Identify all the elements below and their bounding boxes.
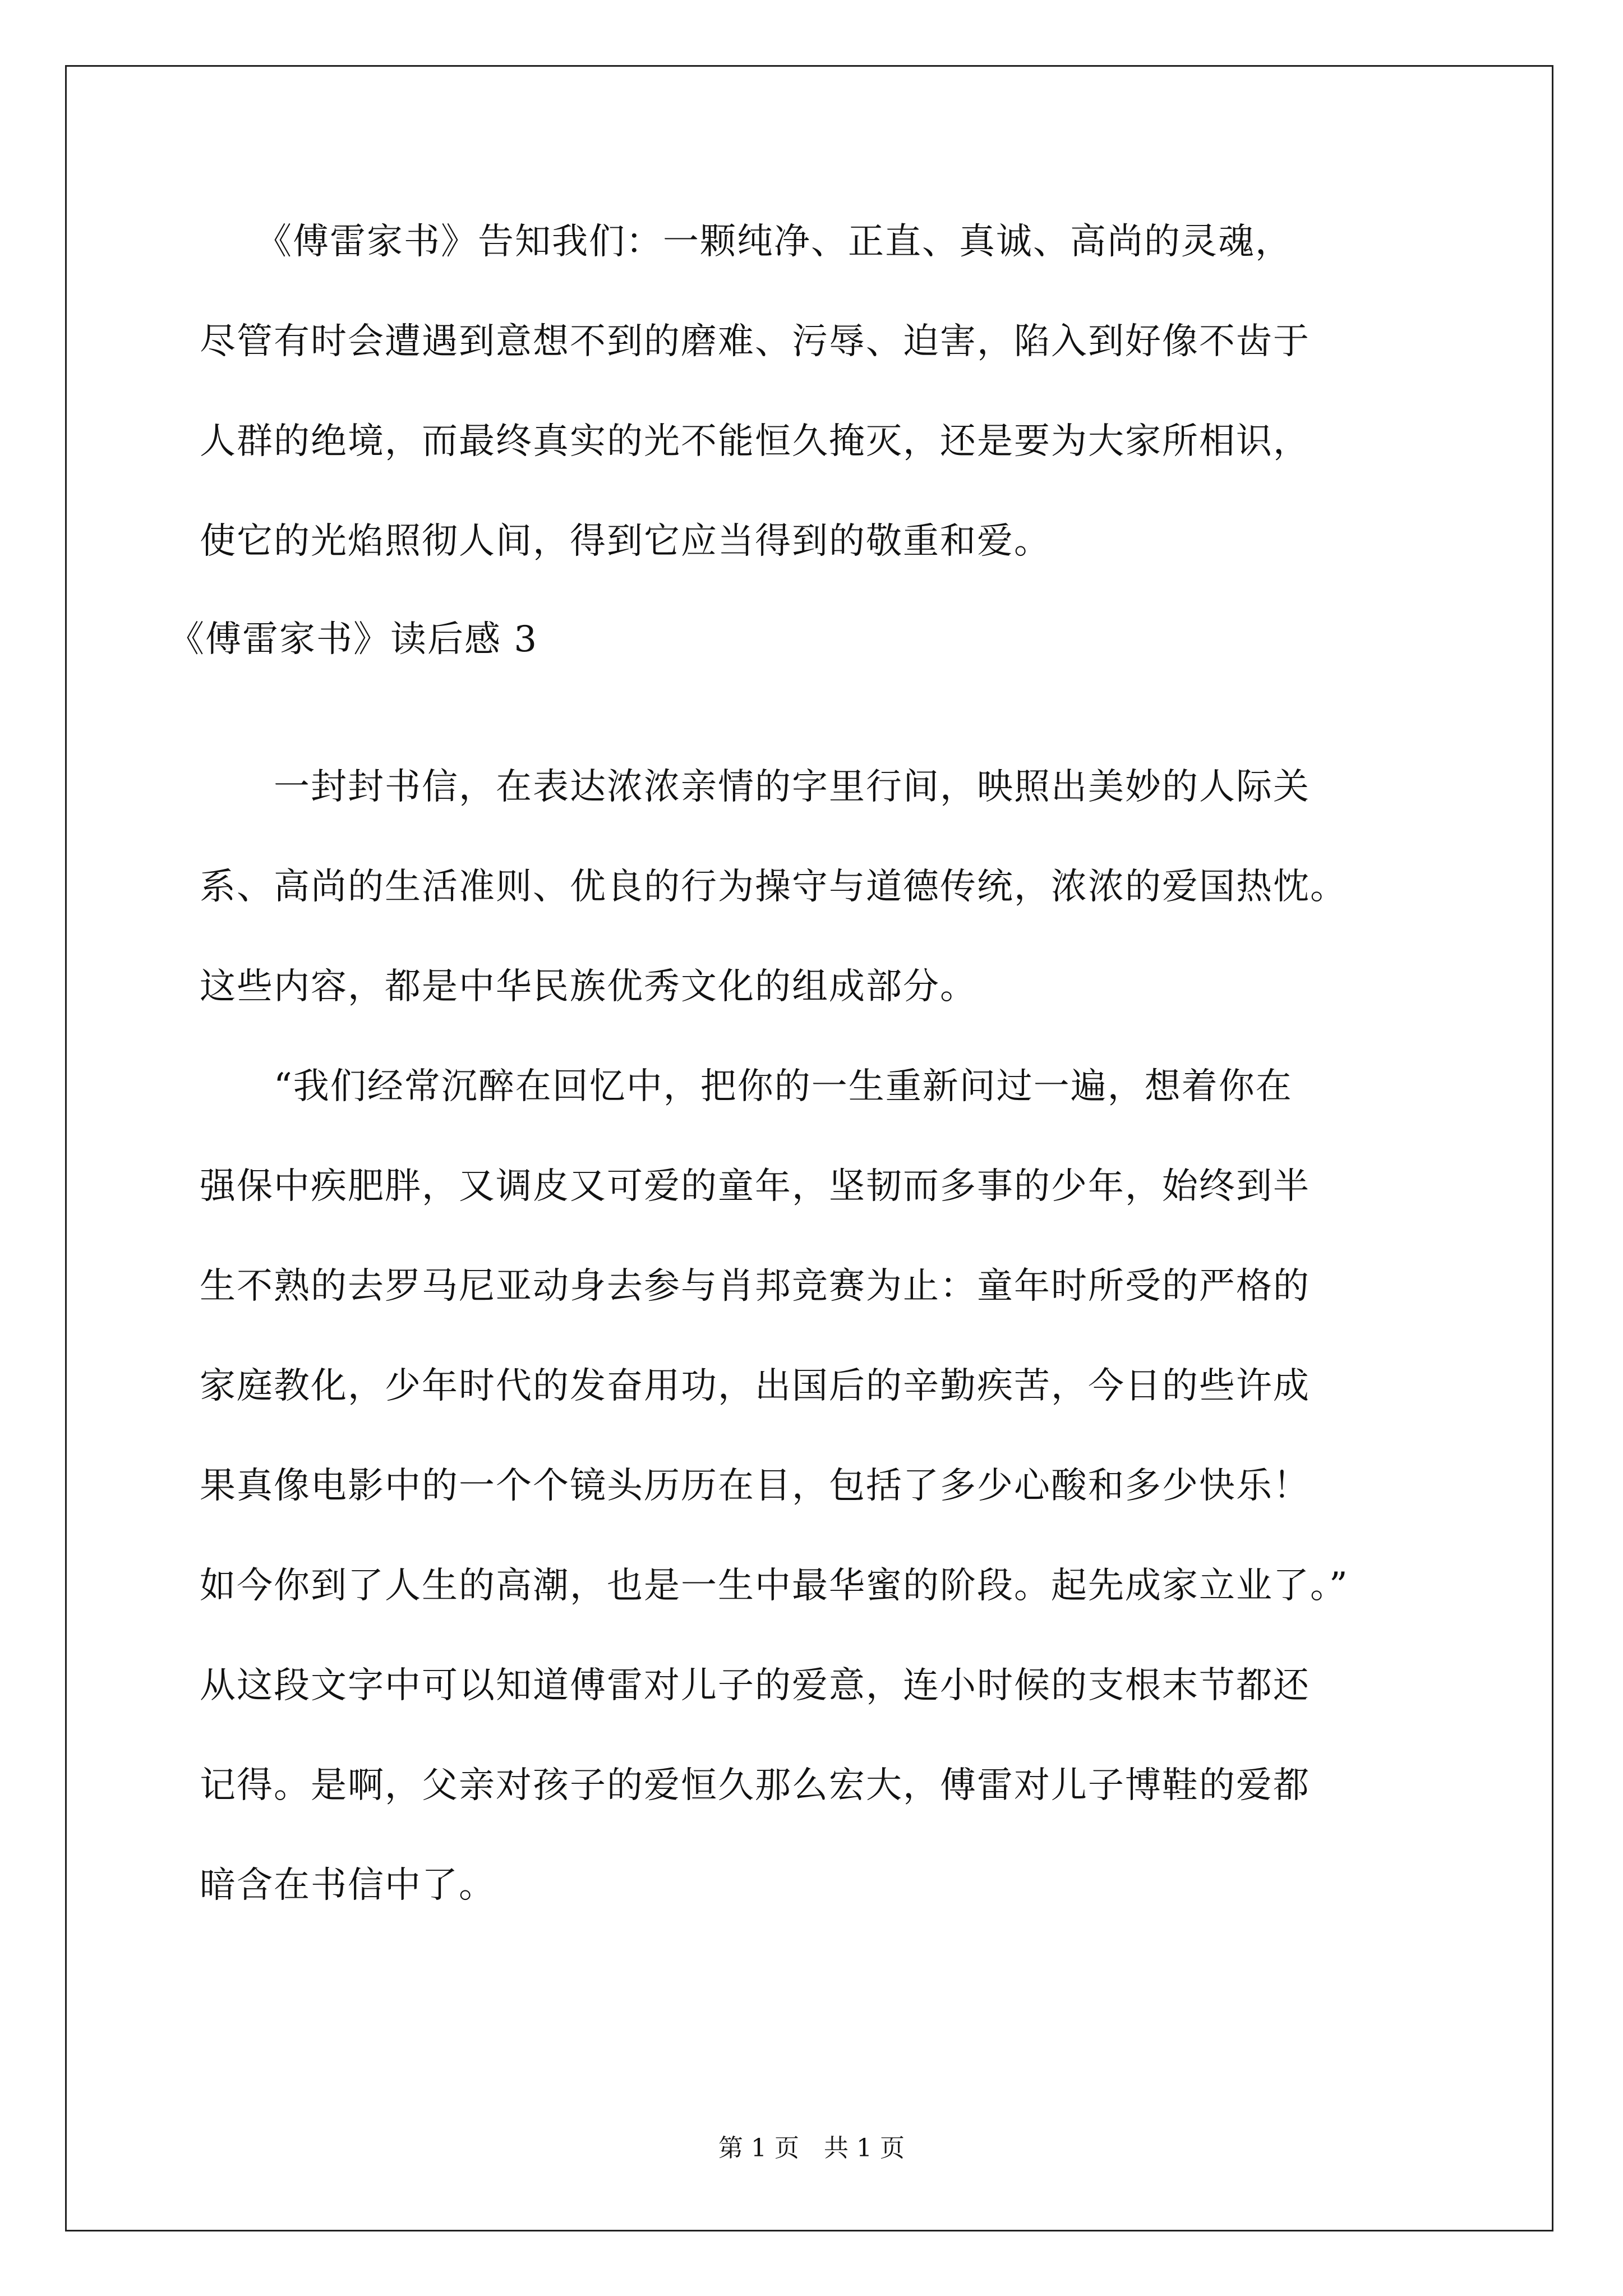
page-number-footer: 第 1 页 共 1 页 [718,2134,905,2162]
text-line: 家庭教化，少年时代的发奋用功，出国后的辛勤疾苦，今日的些许成 [200,1365,1310,1407]
text-line: 记得。是啊，父亲对孩子的爱恒久那么宏大，傅雷对儿子博鞋的爱都 [200,1765,1310,1806]
text-line: 强保中疾肥胖，又调皮又可爱的童年，坚韧而多事的少年，始终到半 [200,1166,1310,1207]
text-line: 从这段文字中可以知道傅雷对儿子的爱意，连小时候的支根末节都还 [200,1665,1310,1706]
text-line: 人群的绝境，而最终真实的光不能恒久掩灭，还是要为大家所相识， [200,421,1310,462]
text-line: 使它的光焰照彻人间，得到它应当得到的敬重和爱。 [200,521,1051,562]
text-line: “我们经常沉醉在回忆中，把你的一生重新问过一遍，想着你在 [200,1066,1293,1107]
text-line: 系、高尚的生活准则、优良的行为操守与道德传统，浓浓的爱国热忱。 [200,866,1347,908]
text-line: 尽管有时会遭遇到意想不到的磨难、污辱、迫害，陷入到好像不齿于 [200,321,1310,362]
text-line: 生不熟的去罗马尼亚动身去参与肖邦竞赛为止：童年时所受的严格的 [200,1266,1310,1307]
section-heading: 《傅雷家书》读后感 3 [168,619,538,660]
text-line: 暗含在书信中了。 [200,1865,496,1906]
text-line: 果真像电影中的一个个镜头历历在目，包括了多少心酸和多少快乐！ [200,1465,1310,1507]
text-line: 一封封书信，在表达浓浓亲情的字里行间，映照出美妙的人际关 [200,766,1310,808]
text-line: 这些内容，都是中华民族优秀文化的组成部分。 [200,966,977,1007]
text-line: 如今你到了人生的高潮，也是一生中最华蜜的阶段。起先成家立业了。” [200,1565,1349,1607]
text-line: 《傅雷家书》告知我们：一颗纯净、正直、真诚、高尚的灵魂， [200,221,1292,263]
